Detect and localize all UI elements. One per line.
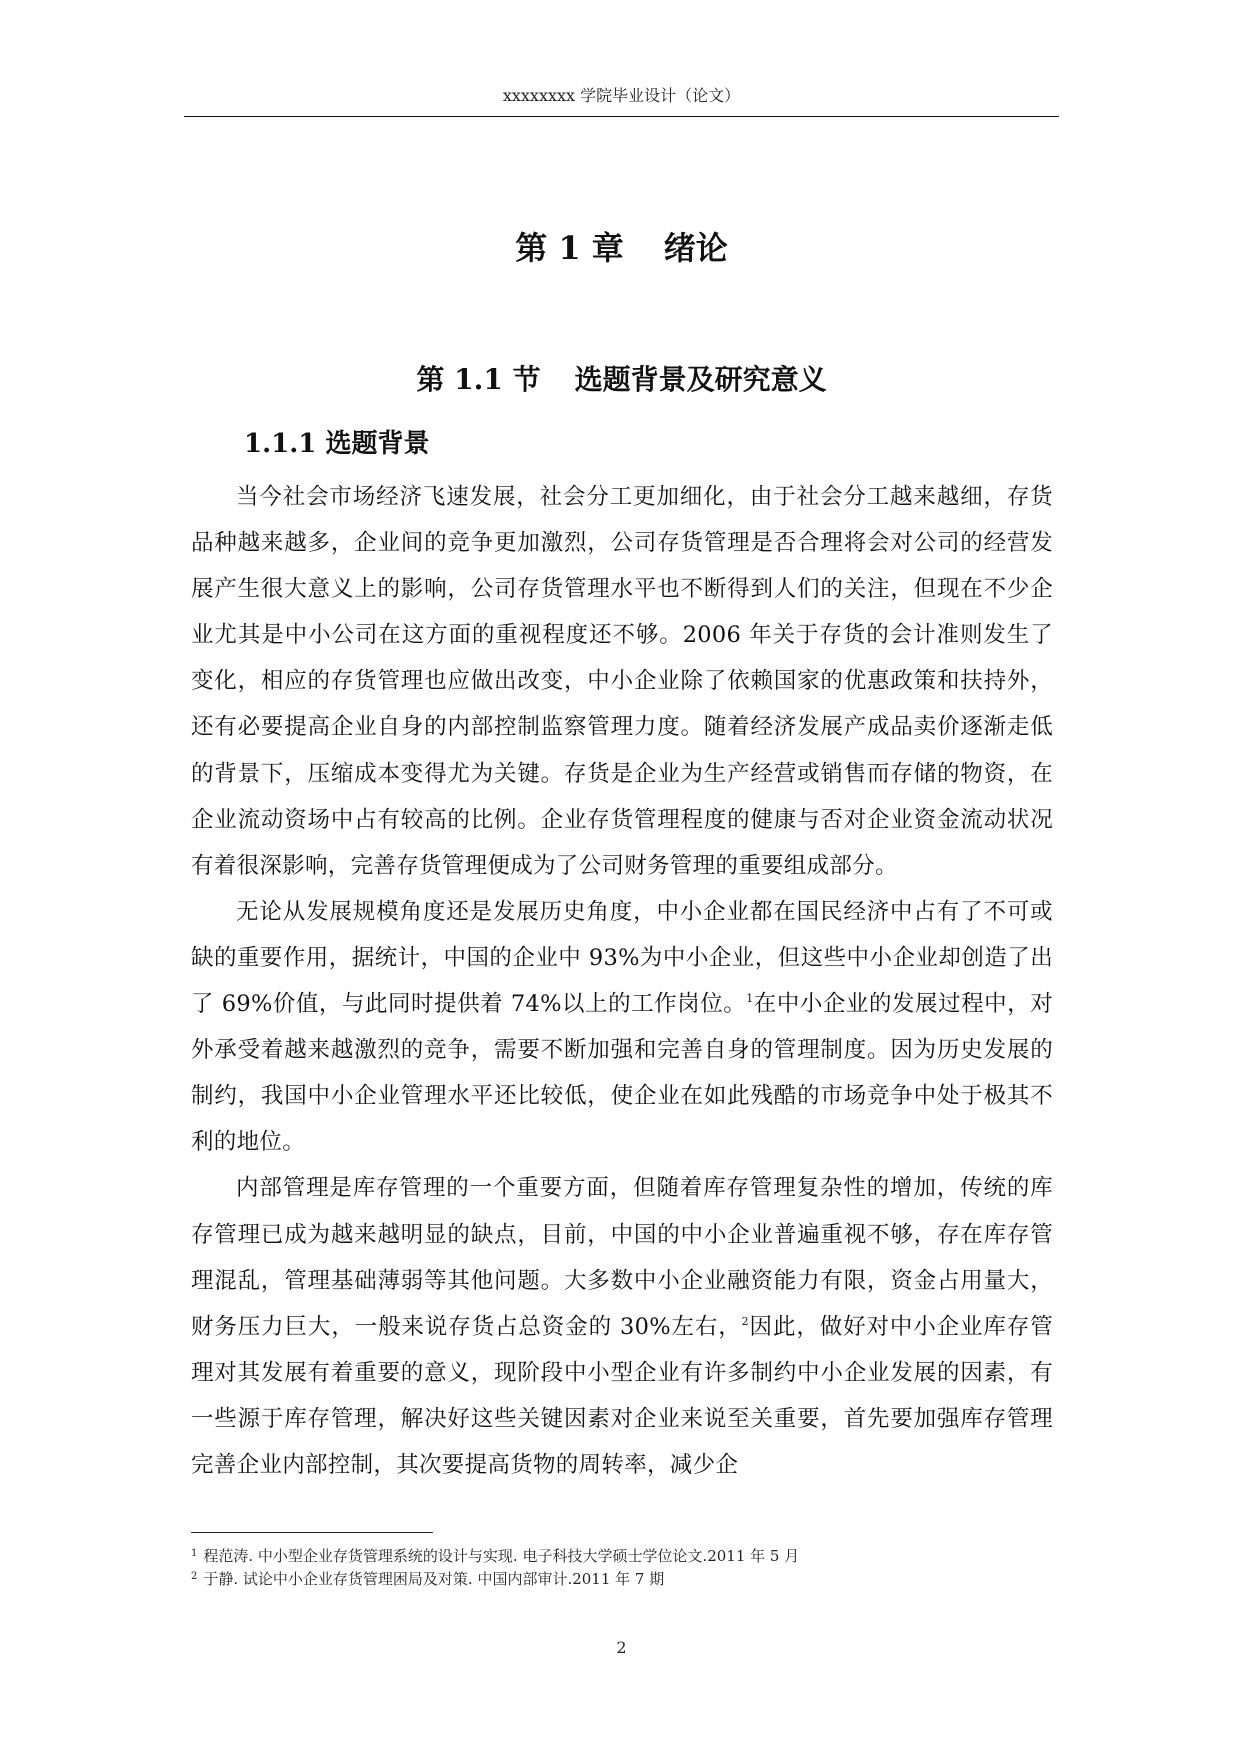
section-title: 选题背景及研究意义 bbox=[574, 363, 827, 396]
body-text bbox=[191, 474, 1053, 1488]
paragraph-2 bbox=[191, 889, 1053, 1166]
section-number: 第 1.1 节 bbox=[416, 363, 541, 396]
chapter-heading bbox=[184, 226, 1059, 270]
subsection-title: 选题背景 bbox=[325, 429, 430, 459]
footnote-1-text: 程范涛. 中小型企业存货管理系统的设计与实现. 电子科技大学硕士学位论文.2011 年 5 月 bbox=[203, 1547, 800, 1565]
running-header: xxxxxxxx 学院毕业设计（论文） bbox=[502, 86, 741, 105]
paragraph-3 bbox=[191, 1165, 1053, 1488]
footnote-2 bbox=[191, 1568, 1051, 1591]
subsection-heading bbox=[244, 425, 429, 463]
paragraph-2-after: 在中小企业的发展过程中，对外承受着越来越激烈的竞争，需要不断加强和完善自身的管理制度。因为历史发展的制约，我国中小企业管理水平还比较低，使企业在如此残酷的市场竞争中处于极其不利的地位。 bbox=[191, 991, 1053, 1156]
section-heading bbox=[184, 360, 1059, 400]
footnote-ref-1[interactable]: 1 bbox=[746, 992, 754, 1006]
footnote-mark-2: 2 bbox=[191, 1571, 198, 1582]
chapter-number: 第 1 章 bbox=[515, 229, 624, 267]
paragraph-1: 当今社会市场经济飞速发展，社会分工更加细化，由于社会分工越来越细，存货品种越来越多，企业间的竞争更加激烈，公司存货管理是否合理将会对公司的经营发展产生很大意义上的影响，公司存货管理水平也不断得到人们的关注，但现在不少企业尤其是中小公司在这方面的重视程度还不够。2006 年关于存货的会计准则发生了变化，相应的存货管理也应做出改变，中小企业除了依赖国家的优惠政策和扶持外，还有必要提高企业自身的内部控制监察管理力度。随着经济发展产成品卖价逐渐走低的背景下，压缩成本变得尤为关键。存货是企业为生产经营或销售而存储的物资，在企业流动资场中占有较高的比例。企业存货管理程度的健康与否对企业资金流动状况有着很深影响，完善存货管理便成为了公司财务管理的重要组成部分。 bbox=[191, 484, 1053, 879]
footnote-ref-2[interactable]: 2 bbox=[741, 1314, 749, 1328]
paragraph-2-before: 无论从发展规模角度还是发展历史角度，中小企业都在国民经济中占有了不可或缺的重要作用，据统计，中国的企业中 93%为中小企业，但这些中小企业却创造了出了 69%价值，与此同时提供着 74%以上的工作岗位。 bbox=[191, 898, 1053, 1018]
footnote-mark-1: 1 bbox=[191, 1548, 198, 1559]
paragraph-3-after: 因此，做好对中小企业库存管理对其发展有着重要的意义，现阶段中小型企业有许多制约中小企业发展的因素，有一些源于库存管理，解决好这些关键因素对企业来说至关重要，首先要加强库存管理完善企业内部控制，其次要提高货物的周转率，减少企 bbox=[191, 1313, 1053, 1478]
footnote-1 bbox=[191, 1545, 1051, 1568]
paragraph-3-before: 内部管理是库存管理的一个重要方面，但随着库存管理复杂性的增加，传统的库存管理已成为越来越明显的缺点，目前，中国的中小企业普遍重视不够，存在库存管理混乱，管理基础薄弱等其他问题。大多数中小企业融资能力有限，资金占用量大，财务压力巨大，一般来说存货占总资金的 30%左右， bbox=[191, 1175, 1053, 1340]
header-rule bbox=[184, 116, 1059, 117]
footnote-rule bbox=[191, 1532, 433, 1533]
subsection-number: 1.1.1 bbox=[244, 429, 317, 459]
chapter-title: 绪论 bbox=[663, 229, 728, 267]
page-number: 2 bbox=[616, 1638, 627, 1657]
footnotes bbox=[191, 1545, 1051, 1591]
footnote-2-text: 于静. 试论中小企业存货管理困局及对策. 中国内部审计.2011 年 7 期 bbox=[203, 1570, 665, 1588]
